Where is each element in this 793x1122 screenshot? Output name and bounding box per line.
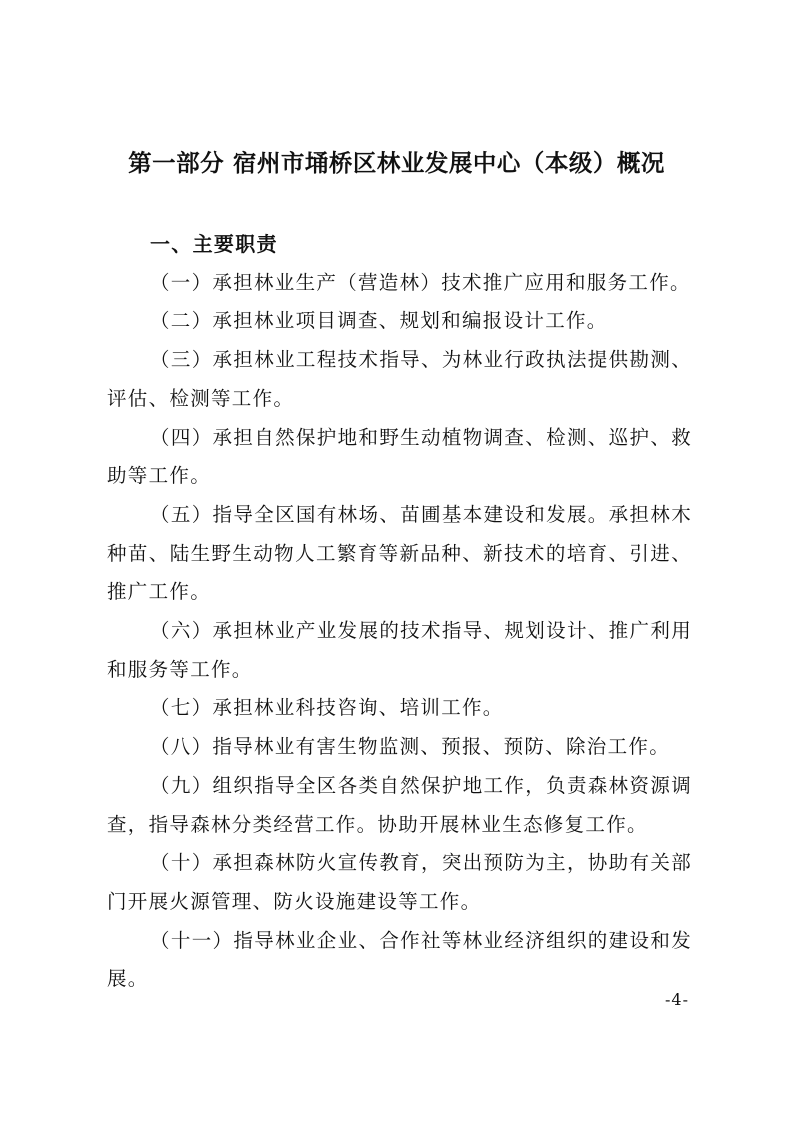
duty-paragraph-4: （四）承担自然保护地和野生动植物调查、检测、巡护、救助等工作。 — [107, 425, 692, 488]
duty-paragraph-11: （十一）指导林业企业、合作社等林业经济组织的建设和发展。 — [107, 928, 692, 991]
duty-paragraph-9: （九）组织指导全区各类自然保护地工作，负责森林资源调查，指导森林分类经营工作。协助开展林业生态修复工作。 — [107, 773, 692, 836]
page-number: -4- — [665, 990, 689, 1009]
duty-paragraph-8: （八）指导林业有害生物监测、预报、预防、除治工作。 — [150, 735, 671, 759]
duty-paragraph-10: （十）承担森林防火宣传教育，突出预防为主，协助有关部门开展火源管理、防火设施建设等工作。 — [107, 851, 692, 913]
section-heading: 一、主要职责 — [150, 232, 278, 256]
page-title: 第一部分 宿州市埇桥区林业发展中心（本级）概况 — [128, 149, 665, 177]
duty-paragraph-3: （三）承担林业工程技术指导、为林业行政执法提供勘测、评估、检测等工作。 — [107, 348, 692, 410]
duty-paragraph-2: （二）承担林业项目调查、规划和编报设计工作。 — [150, 309, 608, 333]
duty-paragraph-1: （一）承担林业生产（营造林）技术推广应用和服务工作。 — [150, 270, 691, 294]
document-body — [107, 225, 692, 999]
duty-paragraph-7: （七）承担林业科技咨询、培训工作。 — [150, 696, 504, 720]
duty-paragraph-6: （六）承担林业产业发展的技术指导、规划设计、推广利用和服务等工作。 — [107, 619, 692, 681]
duty-paragraph-5: （五）指导全区国有林场、苗圃基本建设和发展。承担林木种苗、陆生野生动物人工繁育等新品种、新技术的培育、引进、推广工作。 — [107, 502, 692, 604]
